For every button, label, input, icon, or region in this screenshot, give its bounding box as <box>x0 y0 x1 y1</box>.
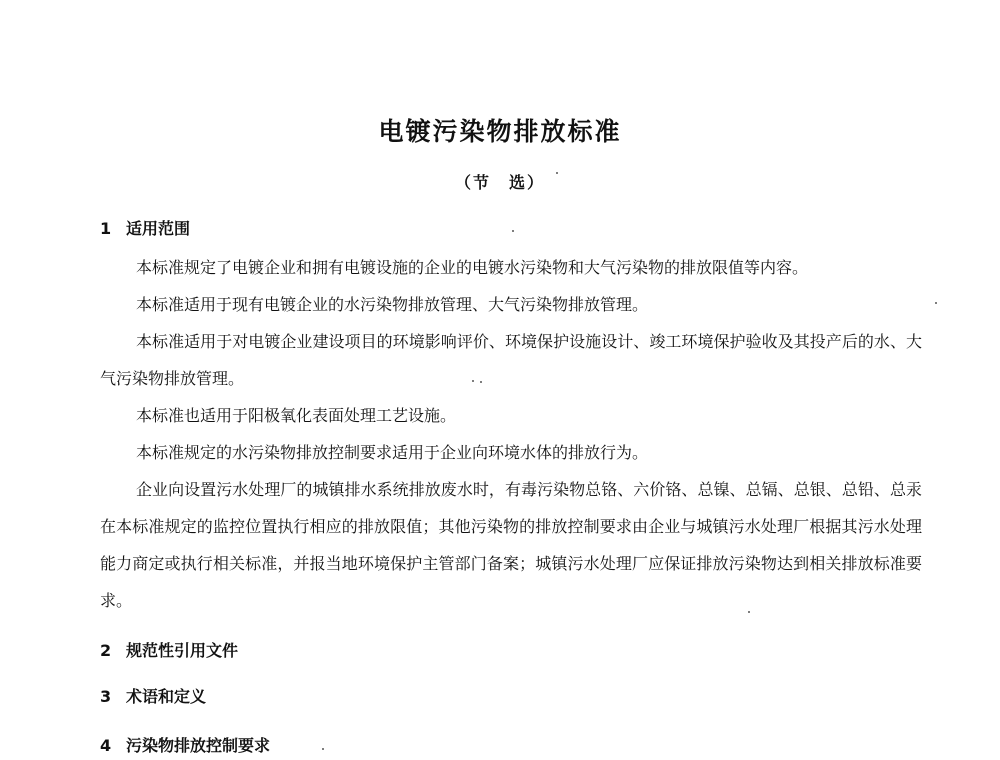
paragraph: 本标准适用于现有电镀企业的水污染物排放管理、大气污染物排放管理。 <box>136 295 649 314</box>
section-number: 3 <box>100 687 112 706</box>
scan-speck <box>748 611 750 613</box>
paragraph: 本标准规定的水污染物排放控制要求适用于企业向环境水体的排放行为。 <box>136 443 649 462</box>
section-title: 术语和定义 <box>126 687 207 706</box>
scan-speck <box>935 302 937 304</box>
scan-speck <box>512 230 514 232</box>
section-title: 适用范围 <box>126 219 191 238</box>
paragraph: 本标准适用于对电镀企业建设项目的环境影响评价、环境保护设施设计、竣工环境保护验收及其投产后的水、大气污染物排放管理。 <box>100 332 922 388</box>
section-heading-4 <box>100 733 270 756</box>
section-title: 污染物排放控制要求 <box>126 736 271 755</box>
scan-speck <box>472 380 474 382</box>
section-number: 2 <box>100 641 112 660</box>
section-heading-3 <box>100 684 206 707</box>
scan-speck <box>480 381 482 383</box>
section-number: 1 <box>100 219 112 238</box>
document-title: 电镀污染物排放标准 <box>378 117 622 146</box>
scan-speck <box>556 172 558 174</box>
scan-speck <box>322 748 324 750</box>
paragraph: 本标准规定了电镀企业和拥有电镀设施的企业的电镀水污染物和大气污染物的排放限值等内容。 <box>136 258 809 277</box>
paragraph: 企业向设置污水处理厂的城镇排水系统排放废水时，有毒污染物总铬、六价铬、总镍、总镉、总银、总铅、总汞在本标准规定的监控位置执行相应的排放限值；其他污染物的排放控制要求由企业与城镇污水处理厂根据其污水处理能力商定或执行相关标准，并报当地环境保护主管部门备案；城镇污水处理厂应保证排放污染物达到相关排放标准要求。 <box>100 480 922 610</box>
section-title: 规范性引用文件 <box>126 641 239 660</box>
section-heading-2 <box>100 638 238 661</box>
section-heading-1 <box>100 216 190 239</box>
paragraph: 本标准也适用于阳极氧化表面处理工艺设施。 <box>136 406 457 425</box>
document-subtitle: （节 选） <box>454 173 545 192</box>
section-number: 4 <box>100 736 112 755</box>
